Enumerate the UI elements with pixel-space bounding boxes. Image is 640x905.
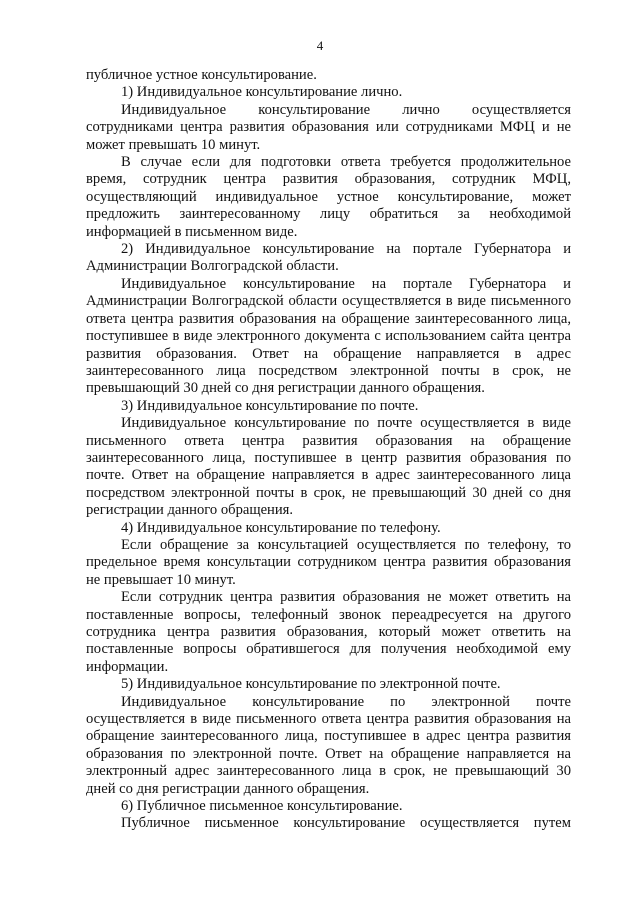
paragraph-continuation: публичное устное консультирование. [86, 67, 317, 83]
paragraph: В случае если для подготовки ответа требуется продолжительное время, сотрудник центра развития образования, сотрудник МФЦ, осуществляющий индивидуальное устное консультирование, может предложить заинтересованному лицу обратиться за необходимой информацией в письменном виде. [86, 154, 571, 240]
paragraph: Если сотрудник центра развития образования не может ответить на поставленные вопросы, телефонный звонок переадресуется на другого сотрудника центра развития образования, который может ответить на поставленные вопросы обратившегося для получения необходимой ему информации. [86, 589, 571, 675]
paragraph: Индивидуальное консультирование лично осуществляется сотрудниками центра развития образования или сотрудниками МФЦ и не может превышать 10 минут. [86, 101, 571, 153]
paragraph-heading-personal: 1) Индивидуальное консультирование лично. [121, 84, 403, 101]
paragraph-cut-off: Публичное письменное консультирование осуществляется путем [121, 815, 571, 832]
paragraph: Индивидуальное консультирование по почте осуществляется в виде письменного ответа центра развития образования на обращение заинтересованного лица, поступившее в центр развития образования по почте. Ответ на обращение направляется в адрес заинтересованного лица посредством электронной почты в срок, не превышающий 30 дней со дня регистрации данного обращения. [86, 415, 571, 519]
paragraph-heading-phone: 4) Индивидуальное консультирование по телефону. [121, 519, 441, 536]
paragraph-heading-mail: 3) Индивидуальное консультирование по почте. [121, 397, 419, 414]
paragraph: Индивидуальное консультирование на портале Губернатора и Администрации Волгоградской области осуществляется в виде письменного ответа центра развития образования на обращение заинтересованного лица, поступившее в виде электронного документа с использованием сайта центра развития образования. Ответ на обращение направляется в адрес заинтересованного лица посредством электронной почты в срок, не превышающий 30 дней со дня регистрации данного обращения. [86, 275, 571, 397]
page-number: 4 [316, 38, 324, 53]
paragraph-heading-email: 5) Индивидуальное консультирование по электронной почте. [121, 676, 501, 693]
paragraph-heading-public-written: 6) Публичное письменное консультирование. [121, 798, 403, 815]
paragraph: Индивидуальное консультирование по электронной почте осуществляется в виде письменного ответа центра развития образования на обращение заинтересованного лица, поступившее в адрес центра развития образования по электронной почте. Ответ на обращение направляется на электронный адрес заинтересованного лица в срок, не превышающий 30 дней со дня регистрации данного обращения. [86, 693, 571, 797]
paragraph: Если обращение за консультацией осуществляется по телефону, то предельное время консультации сотрудником центра развития образования не превышает 10 минут. [86, 536, 571, 588]
paragraph-heading-portal: 2) Индивидуальное консультирование на портале Губернатора и Администрации Волгоградской области. [86, 241, 571, 275]
document-body [86, 67, 571, 833]
